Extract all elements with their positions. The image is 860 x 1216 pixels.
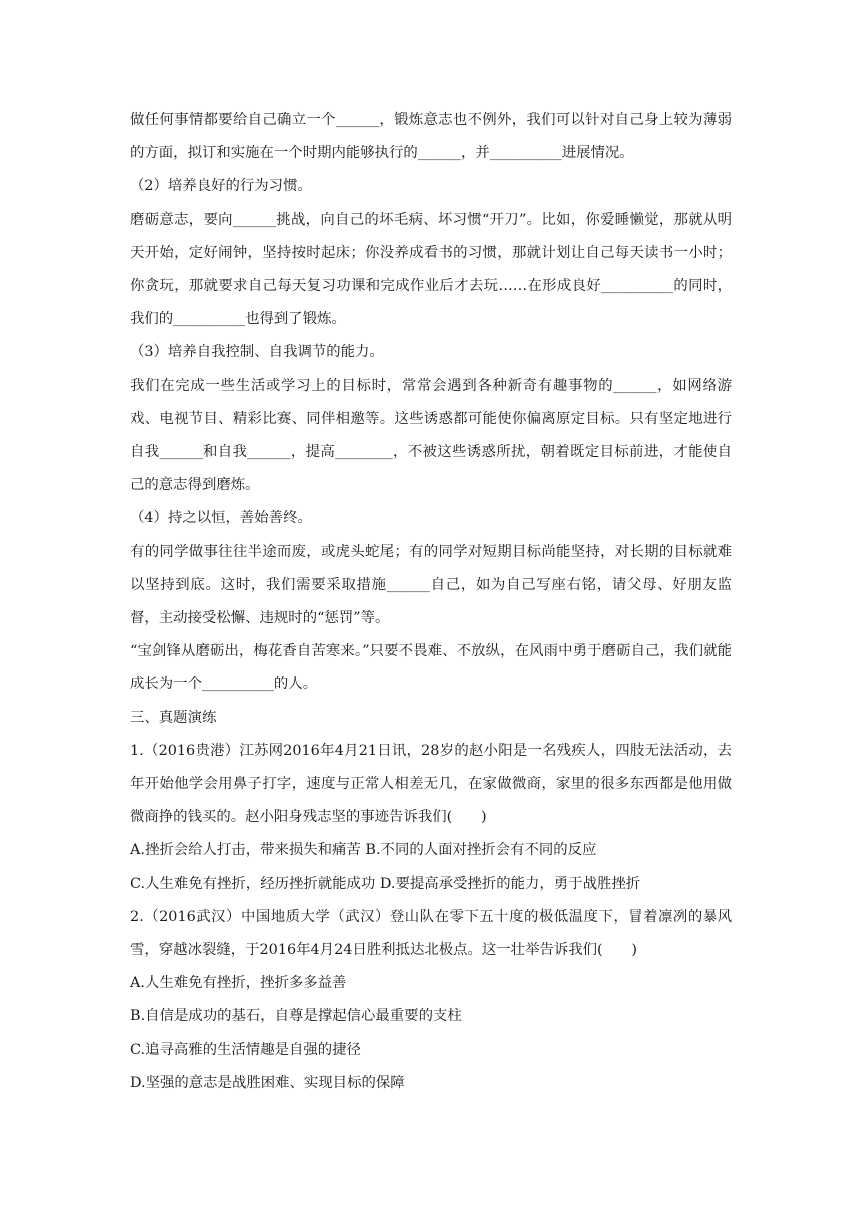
heading-good-habits: （2）培养良好的行为习惯。 [130,178,312,195]
question-2-option-a: A.人生难免有挫折，挫折多多益善 [130,975,347,992]
heading-self-control: （3）培养自我控制、自我调节的能力。 [130,344,384,361]
section-heading-practice: 三、真题演练 [130,709,217,726]
question-1-options-ab: A.挫折会给人打击，带来损失和痛苦 B.不同的人面对挫折会有不同的反应 [130,842,597,859]
paragraph-proverb: “宝剑锋从磨砺出，梅花香自苦寒来。”只要不畏难、不放纵，在风雨中勇于磨砺自己，我们就能成长为一个__________的人。 [130,643,732,693]
question-2-option-d: D.坚强的意志是战胜困难、实现目标的保障 [130,1074,405,1091]
paragraph-persistence: 有的同学做事往往半途而废，或虎头蛇尾；有的同学对短期目标尚能坚持，对长期的目标就难以坚持到底。这时，我们需要采取措施______自己，如为自己写座右铭，请父母、好朋友监督，主动接受松懈、违规时的“惩罚”等。 [130,543,732,627]
question-2-option-c: C.追寻高雅的生活情趣是自强的捷径 [130,1041,361,1058]
paragraph-good-habits: 磨砺意志，要向______挑战，向自己的坏毛病、坏习惯“开刀”。比如，你爱睡懒觉，那就从明天开始，定好闹钟，坚持按时起床；你没养成看书的习惯，那就计划让自己每天读书一小时；你贪玩，那就要求自己每天复习功课和完成作业后才去玩……在形成良好__________的同时，我们的__________也得到了锻炼。 [130,211,732,328]
question-1-options-cd: C.人生难免有挫折，经历挫折就能成功 D.要提高承受挫折的能力，勇于战胜挫折 [130,875,641,892]
question-2-stem: 2.（2016武汉）中国地质大学（武汉）登山队在零下五十度的极低温度下，冒着凛冽的暴风雪，穿越冰裂缝，于2016年4月24日胜利抵达北极点。这一壮举告诉我们( ) [130,908,732,959]
question-2-option-b: B.自信是成功的基石，自尊是撑起信心最重要的支柱 [130,1008,462,1025]
document-page [130,104,732,1100]
paragraph-self-control: 我们在完成一些生活或学习上的目标时，常常会遇到各种新奇有趣事物的______，如网络游戏、电视节目、精彩比赛、同伴相邀等。这些诱惑都可能使你偏离原定目标。只有坚定地进行自我______和自我______，提高________，不被这些诱惑所扰，朝着既定目标前进，才能使自己的意志得到磨炼。 [130,377,732,494]
heading-persistence: （4）持之以恒，善始善终。 [130,510,312,527]
paragraph-goal-setting: 做任何事情都要给自己确立一个______，锻炼意志也不例外，我们可以针对自己身上较为薄弱的方面，拟订和实施在一个时期内能够执行的______，并__________进展情况。 [130,112,732,162]
question-1-stem: 1.（2016贵港）江苏网2016年4月21日讯，28岁的赵小阳是一名残疾人，四肢无法活动，去年开始他学会用鼻子打字，速度与正常人相差无几，在家做微商，家里的很多东西都是他用做微商挣的钱买的。赵小阳身残志坚的事迹告诉我们( ) [130,742,732,826]
